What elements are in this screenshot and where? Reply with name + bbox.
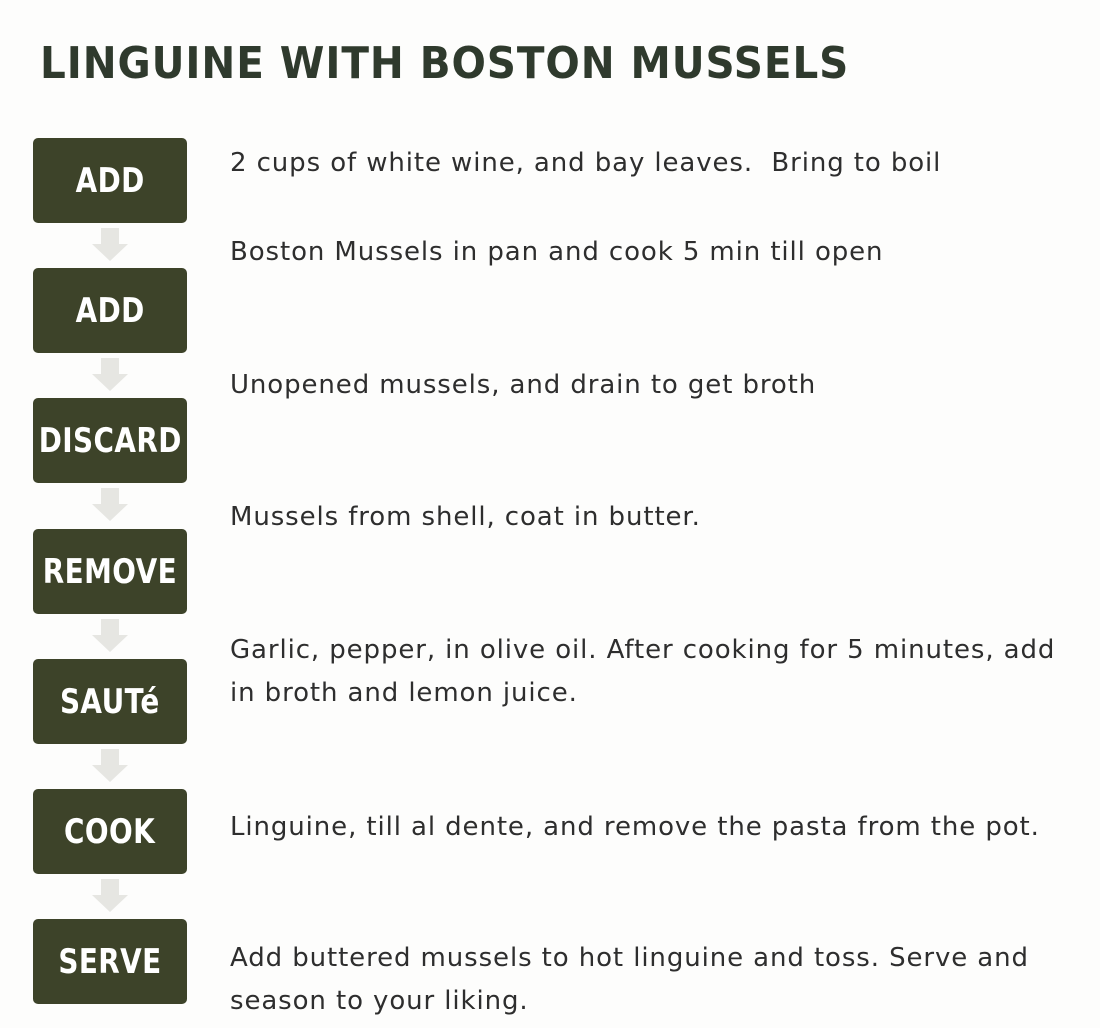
step-description: Unopened mussels, and drain to get broth [230, 370, 817, 400]
down-arrow-icon [92, 619, 128, 652]
recipe-title: LINGUINE WITH BOSTON MUSSELS [40, 38, 850, 89]
step-box-add-wine [33, 138, 187, 223]
step-box-discard [33, 398, 187, 483]
step-label: DISCARD [38, 420, 182, 461]
step-description: Mussels from shell, coat in butter. [230, 502, 701, 532]
step-label: REMOVE [42, 551, 178, 592]
step-box-cook [33, 789, 187, 874]
step-description: Boston Mussels in pan and cook 5 min till open [230, 237, 884, 267]
down-arrow-icon [92, 228, 128, 261]
down-arrow-icon [92, 488, 128, 521]
step-label: ADD [75, 290, 145, 331]
step-box-remove [33, 529, 187, 614]
down-arrow-icon [92, 749, 128, 782]
step-label: COOK [64, 811, 156, 852]
step-box-serve [33, 919, 187, 1004]
step-description: Linguine, till al dente, and remove the pasta from the pot. [230, 812, 1040, 842]
down-arrow-icon [92, 358, 128, 391]
step-description: Add buttered mussels to hot linguine and toss. Serve and season to your liking. [230, 943, 1039, 1016]
down-arrow-icon [92, 879, 128, 912]
step-label: SAUTé [60, 681, 160, 722]
step-box-saute [33, 659, 187, 744]
step-label: SERVE [58, 941, 162, 982]
step-label: ADD [75, 160, 145, 201]
step-description: 2 cups of white wine, and bay leaves. Bring to boil [230, 148, 942, 178]
step-description: Garlic, pepper, in olive oil. After cooking for 5 minutes, add in broth and lemon juice. [230, 635, 1065, 708]
step-box-add-mussels [33, 268, 187, 353]
